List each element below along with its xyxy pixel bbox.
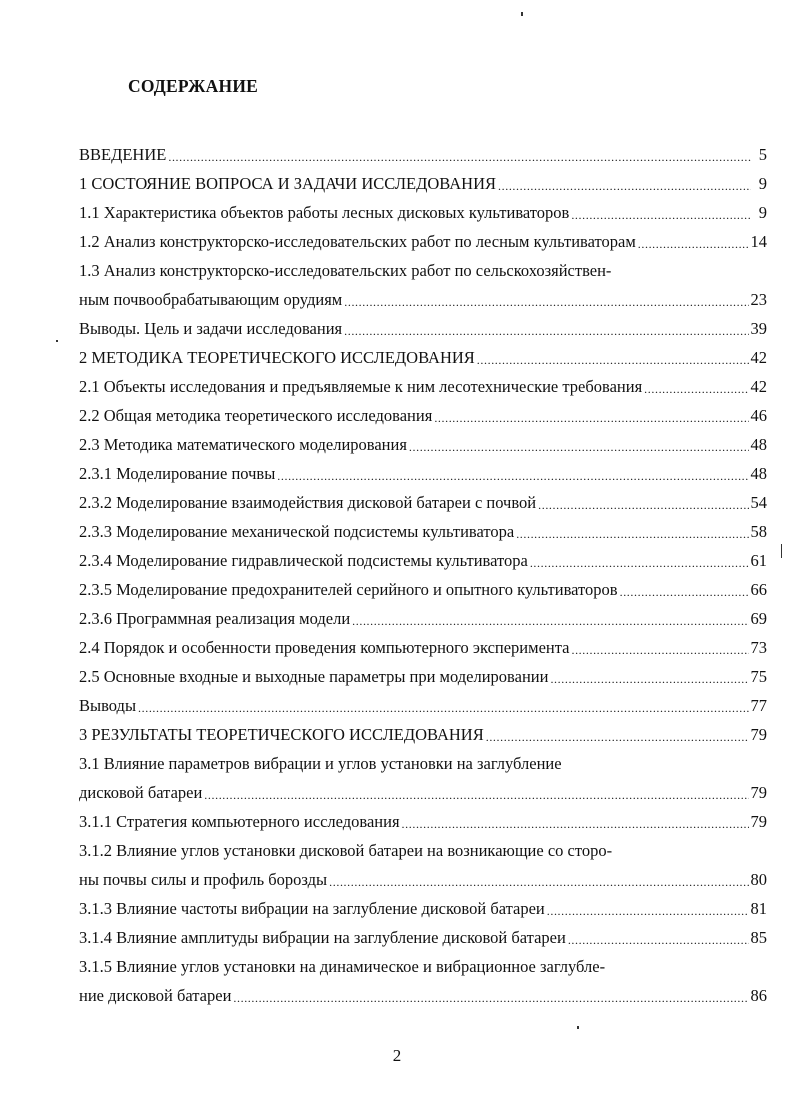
toc-entry-page: 69: [750, 609, 767, 628]
dot-leader: [138, 700, 748, 716]
scan-speck: [521, 12, 523, 16]
toc-entry: [79, 600, 767, 629]
toc-entry: [79, 223, 767, 252]
toc-entry-page: 73: [750, 638, 767, 657]
toc-entry-text: 2.3.4 Моделирование гидравлической подсистемы культиватора: [79, 551, 528, 570]
dot-leader: [638, 236, 749, 252]
toc-entry-text: 1.2 Анализ конструкторско-исследовательских работ по лесным культиваторам: [79, 232, 636, 251]
toc-entry-text: 2.3.2 Моделирование взаимодействия дисковой батареи с почвой: [79, 493, 537, 512]
toc-entry: [79, 542, 767, 571]
toc-entry-page: 81: [750, 899, 767, 918]
page-title: СОДЕРЖАНИЕ: [128, 76, 259, 96]
toc-entry-text: 3.1.5 Влияние углов установки на динамическое и вибрационное заглубле-: [79, 957, 606, 976]
toc-entry: [79, 977, 767, 1006]
dot-leader: [434, 410, 748, 426]
toc-entry-page: 5: [758, 145, 767, 164]
dot-leader: [402, 816, 749, 832]
scan-speck: [781, 544, 782, 558]
toc-entry: [79, 629, 767, 658]
toc-entry: [79, 774, 767, 803]
toc-entry-text: 2.3.5 Моделирование предохранителей серийного и опытного культиваторов: [79, 580, 618, 599]
dot-leader: [571, 642, 748, 658]
toc-entry-page: 48: [750, 464, 767, 483]
dot-leader: [644, 381, 748, 397]
dot-leader: [516, 526, 748, 542]
toc-entry-text: 1 СОСТОЯНИЕ ВОПРОСА И ЗАДАЧИ ИССЛЕДОВАНИЯ: [79, 174, 497, 193]
toc-entry-text: 2.2 Общая методика теоретического исследования: [79, 406, 433, 425]
dot-leader: [620, 584, 749, 600]
dot-leader: [530, 555, 749, 571]
toc-entry: [79, 136, 767, 165]
dot-leader: [486, 729, 749, 745]
toc-entry: [79, 310, 767, 339]
toc-entry: [79, 165, 767, 194]
toc-entry-line: [79, 832, 767, 861]
toc-entry-text: 2.5 Основные входные и выходные параметры при моделировании: [79, 667, 549, 686]
scan-speck: [56, 340, 58, 342]
toc-entry-page: 9: [758, 174, 767, 193]
toc-entry: [79, 368, 767, 397]
scan-speck: [577, 1026, 579, 1029]
toc-entry-text: 2.3 Методика математического моделирования: [79, 435, 407, 454]
toc-entry-page: 86: [750, 986, 767, 1005]
toc-entry-text: 1.1 Характеристика объектов работы лесных дисковых культиваторов: [79, 203, 570, 222]
toc-entry: [79, 687, 767, 716]
toc-entry: [79, 194, 767, 223]
toc-entry: [79, 339, 767, 368]
toc-entry-page: 39: [750, 319, 767, 338]
toc-entry-page: 14: [750, 232, 767, 251]
toc-entry-page: 54: [750, 493, 767, 512]
toc-entry-page: 23: [750, 290, 767, 309]
toc-entry-text: 2.4 Порядок и особенности проведения компьютерного эксперимента: [79, 638, 570, 657]
toc-entry-text: 3.1 Влияние параметров вибрации и углов установки на заглубление: [79, 754, 562, 773]
toc-entry-page: 9: [758, 203, 767, 222]
toc-entry: [79, 281, 767, 310]
toc-entry: [79, 861, 767, 890]
dot-leader: [498, 178, 751, 194]
toc-entry-page: 42: [750, 377, 767, 396]
dot-leader: [344, 323, 748, 339]
toc-entry: [79, 919, 767, 948]
toc-entry-text: 3.1.3 Влияние частоты вибрации на заглубление дисковой батареи: [79, 899, 545, 918]
dot-leader: [477, 352, 749, 368]
toc-entry-text: 2.3.3 Моделирование механической подсистемы культиватора: [79, 522, 515, 541]
toc-entry-page: 58: [750, 522, 767, 541]
toc-entry-text: ние дисковой батареи: [79, 986, 232, 1005]
toc-entry-page: 79: [750, 725, 767, 744]
toc-entry-page: 66: [750, 580, 767, 599]
dot-leader: [204, 787, 748, 803]
toc-entry-page: 75: [750, 667, 767, 686]
toc-entry: [79, 658, 767, 687]
dot-leader: [352, 613, 748, 629]
toc-entry-text: 3.1.4 Влияние амплитуды вибрации на заглубление дисковой батареи: [79, 928, 566, 947]
toc-entry-page: 61: [750, 551, 767, 570]
toc-entry-text: Выводы: [79, 696, 137, 715]
dot-leader: [329, 874, 748, 890]
toc-entry-page: 77: [750, 696, 767, 715]
dot-leader: [550, 671, 748, 687]
dot-leader: [568, 932, 749, 948]
toc-entry-text: дисковой батареи: [79, 783, 203, 802]
dot-leader: [538, 497, 748, 513]
toc-entry-text: 1.3 Анализ конструкторско-исследовательских работ по сельскохозяйствен-: [79, 261, 612, 280]
dot-leader: [168, 149, 751, 165]
toc-entry-page: 80: [750, 870, 767, 889]
toc-entry-page: 48: [750, 435, 767, 454]
toc-entry-line: [79, 745, 767, 774]
toc-entry-line: [79, 252, 767, 281]
toc-entry: [79, 426, 767, 455]
toc-entry-text: 2.3.1 Моделирование почвы: [79, 464, 276, 483]
toc-entry: [79, 803, 767, 832]
page-number: 2: [392, 1046, 402, 1065]
toc-entry-page: 46: [750, 406, 767, 425]
dot-leader: [344, 294, 748, 310]
toc-entry-page: 79: [750, 783, 767, 802]
toc-entry-text: 2.1 Объекты исследования и предъявляемые к ним лесотехнические требования: [79, 377, 643, 396]
dot-leader: [409, 439, 749, 455]
toc-entry-page: 85: [750, 928, 767, 947]
toc-entry-text: ным почвообрабатывающим орудиям: [79, 290, 343, 309]
toc-entry-text: Выводы. Цель и задачи исследования: [79, 319, 343, 338]
toc-entry-text: ны почвы силы и профиль борозды: [79, 870, 328, 889]
toc-entry-text: 2.3.6 Программная реализация модели: [79, 609, 351, 628]
toc-entry-text: 3 РЕЗУЛЬТАТЫ ТЕОРЕТИЧЕСКОГО ИССЛЕДОВАНИЯ: [79, 725, 484, 744]
toc-entry: [79, 397, 767, 426]
toc-entry: [79, 484, 767, 513]
toc-entry: [79, 716, 767, 745]
toc-entry-text: 2 МЕТОДИКА ТЕОРЕТИЧЕСКОГО ИССЛЕДОВАНИЯ: [79, 348, 475, 367]
toc-entry: [79, 455, 767, 484]
toc-entry: [79, 890, 767, 919]
toc-entry-text: ВВЕДЕНИЕ: [79, 145, 167, 164]
dot-leader: [571, 207, 751, 223]
dot-leader: [547, 903, 749, 919]
toc-entry: [79, 513, 767, 542]
toc-entry-text: 3.1.1 Стратегия компьютерного исследования: [79, 812, 400, 831]
toc-entry-page: 79: [750, 812, 767, 831]
toc-entry-line: [79, 948, 767, 977]
toc-entry-text: 3.1.2 Влияние углов установки дисковой батареи на возникающие со сторо-: [79, 841, 613, 860]
dot-leader: [233, 990, 748, 1006]
toc-entry: [79, 571, 767, 600]
dot-leader: [277, 468, 748, 484]
toc-entry-page: 42: [750, 348, 767, 367]
table-of-contents: [79, 136, 767, 1006]
